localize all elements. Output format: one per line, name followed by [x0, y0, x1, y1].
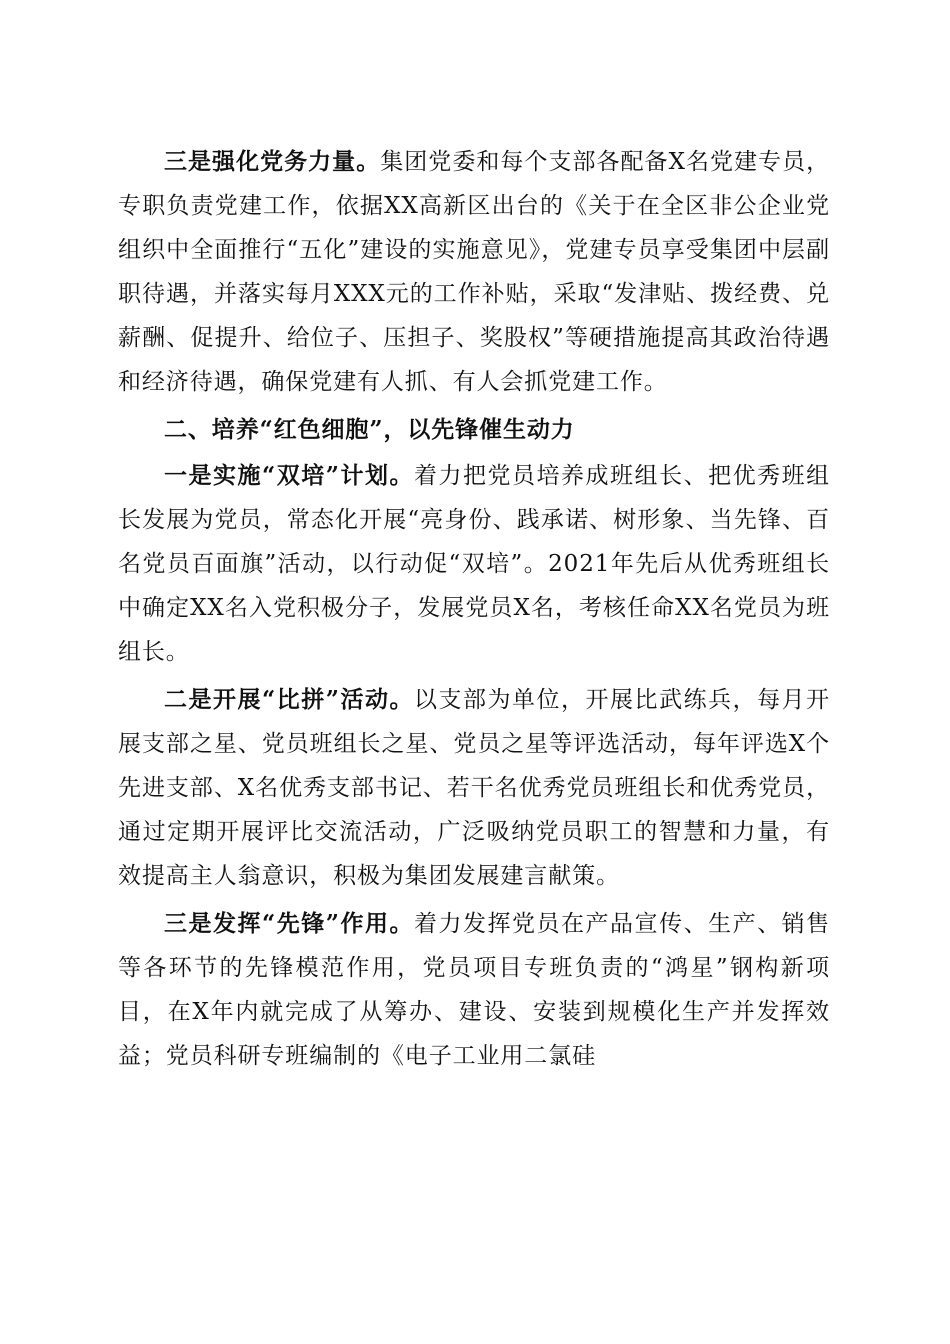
- paragraph-strengthen-party-affairs: [118, 140, 830, 404]
- section-heading: 二、培养“红色细胞”，以先锋催生动力: [164, 416, 575, 443]
- paragraph-pioneer-role: [118, 902, 830, 1078]
- paragraph-body: 着力发挥党员在产品宣传、生产、销售等各环节的先锋模范作用，党员项目专班负责的“鸿星”钢构新项目，在X年内就完成了从筹办、建设、安装到规模化生产并发挥效益；党员科研专班编制的《电子工业用二氯硅: [118, 911, 830, 1069]
- paragraph-lead: 一是实施“双培”计划。: [164, 462, 415, 489]
- paragraph-lead: 三是强化党务力量。: [164, 148, 381, 175]
- paragraph-double-training: [118, 454, 830, 674]
- paragraph-body: 着力把党员培养成班组长、把优秀班组长发展为党员，常态化开展“亮身份、践承诺、树形象、当先锋、百名党员百面旗”活动，以行动促“双培”。2021年先后从优秀班组长中确定XX名入党积极分子，发展党员X名，考核任命XX名党员为班组长。: [118, 463, 830, 665]
- paragraph-body: 集团党委和每个支部各配备X名党建专员，专职负责党建工作，依据XX高新区出台的《关于在全区非公企业党组织中全面推行“五化”建设的实施意见》，党建专员享受集团中层副职待遇，并落实每月XXX元的工作补贴，采取“发津贴、拨经费、兑薪酬、促提升、给位子、压担子、奖股权”等硬措施提高其政治待遇和经济待遇，确保党建有人抓、有人会抓党建工作。: [118, 149, 830, 395]
- document-page: [118, 140, 830, 1082]
- paragraph-lead: 二是开展“比拼”活动。: [164, 686, 415, 713]
- paragraph-lead: 三是发挥“先锋”作用。: [164, 910, 415, 937]
- paragraph-competition-activity: [118, 678, 830, 898]
- paragraph-body: 以支部为单位，开展比武练兵，每月开展支部之星、党员班组长之星、党员之星等评选活动，每年评选X个先进支部、X名优秀支部书记、若干名优秀党员班组长和优秀党员，通过定期开展评比交流活动，广泛吸纳党员职工的智慧和力量，有效提高主人翁意识，积极为集团发展建言献策。: [118, 687, 830, 889]
